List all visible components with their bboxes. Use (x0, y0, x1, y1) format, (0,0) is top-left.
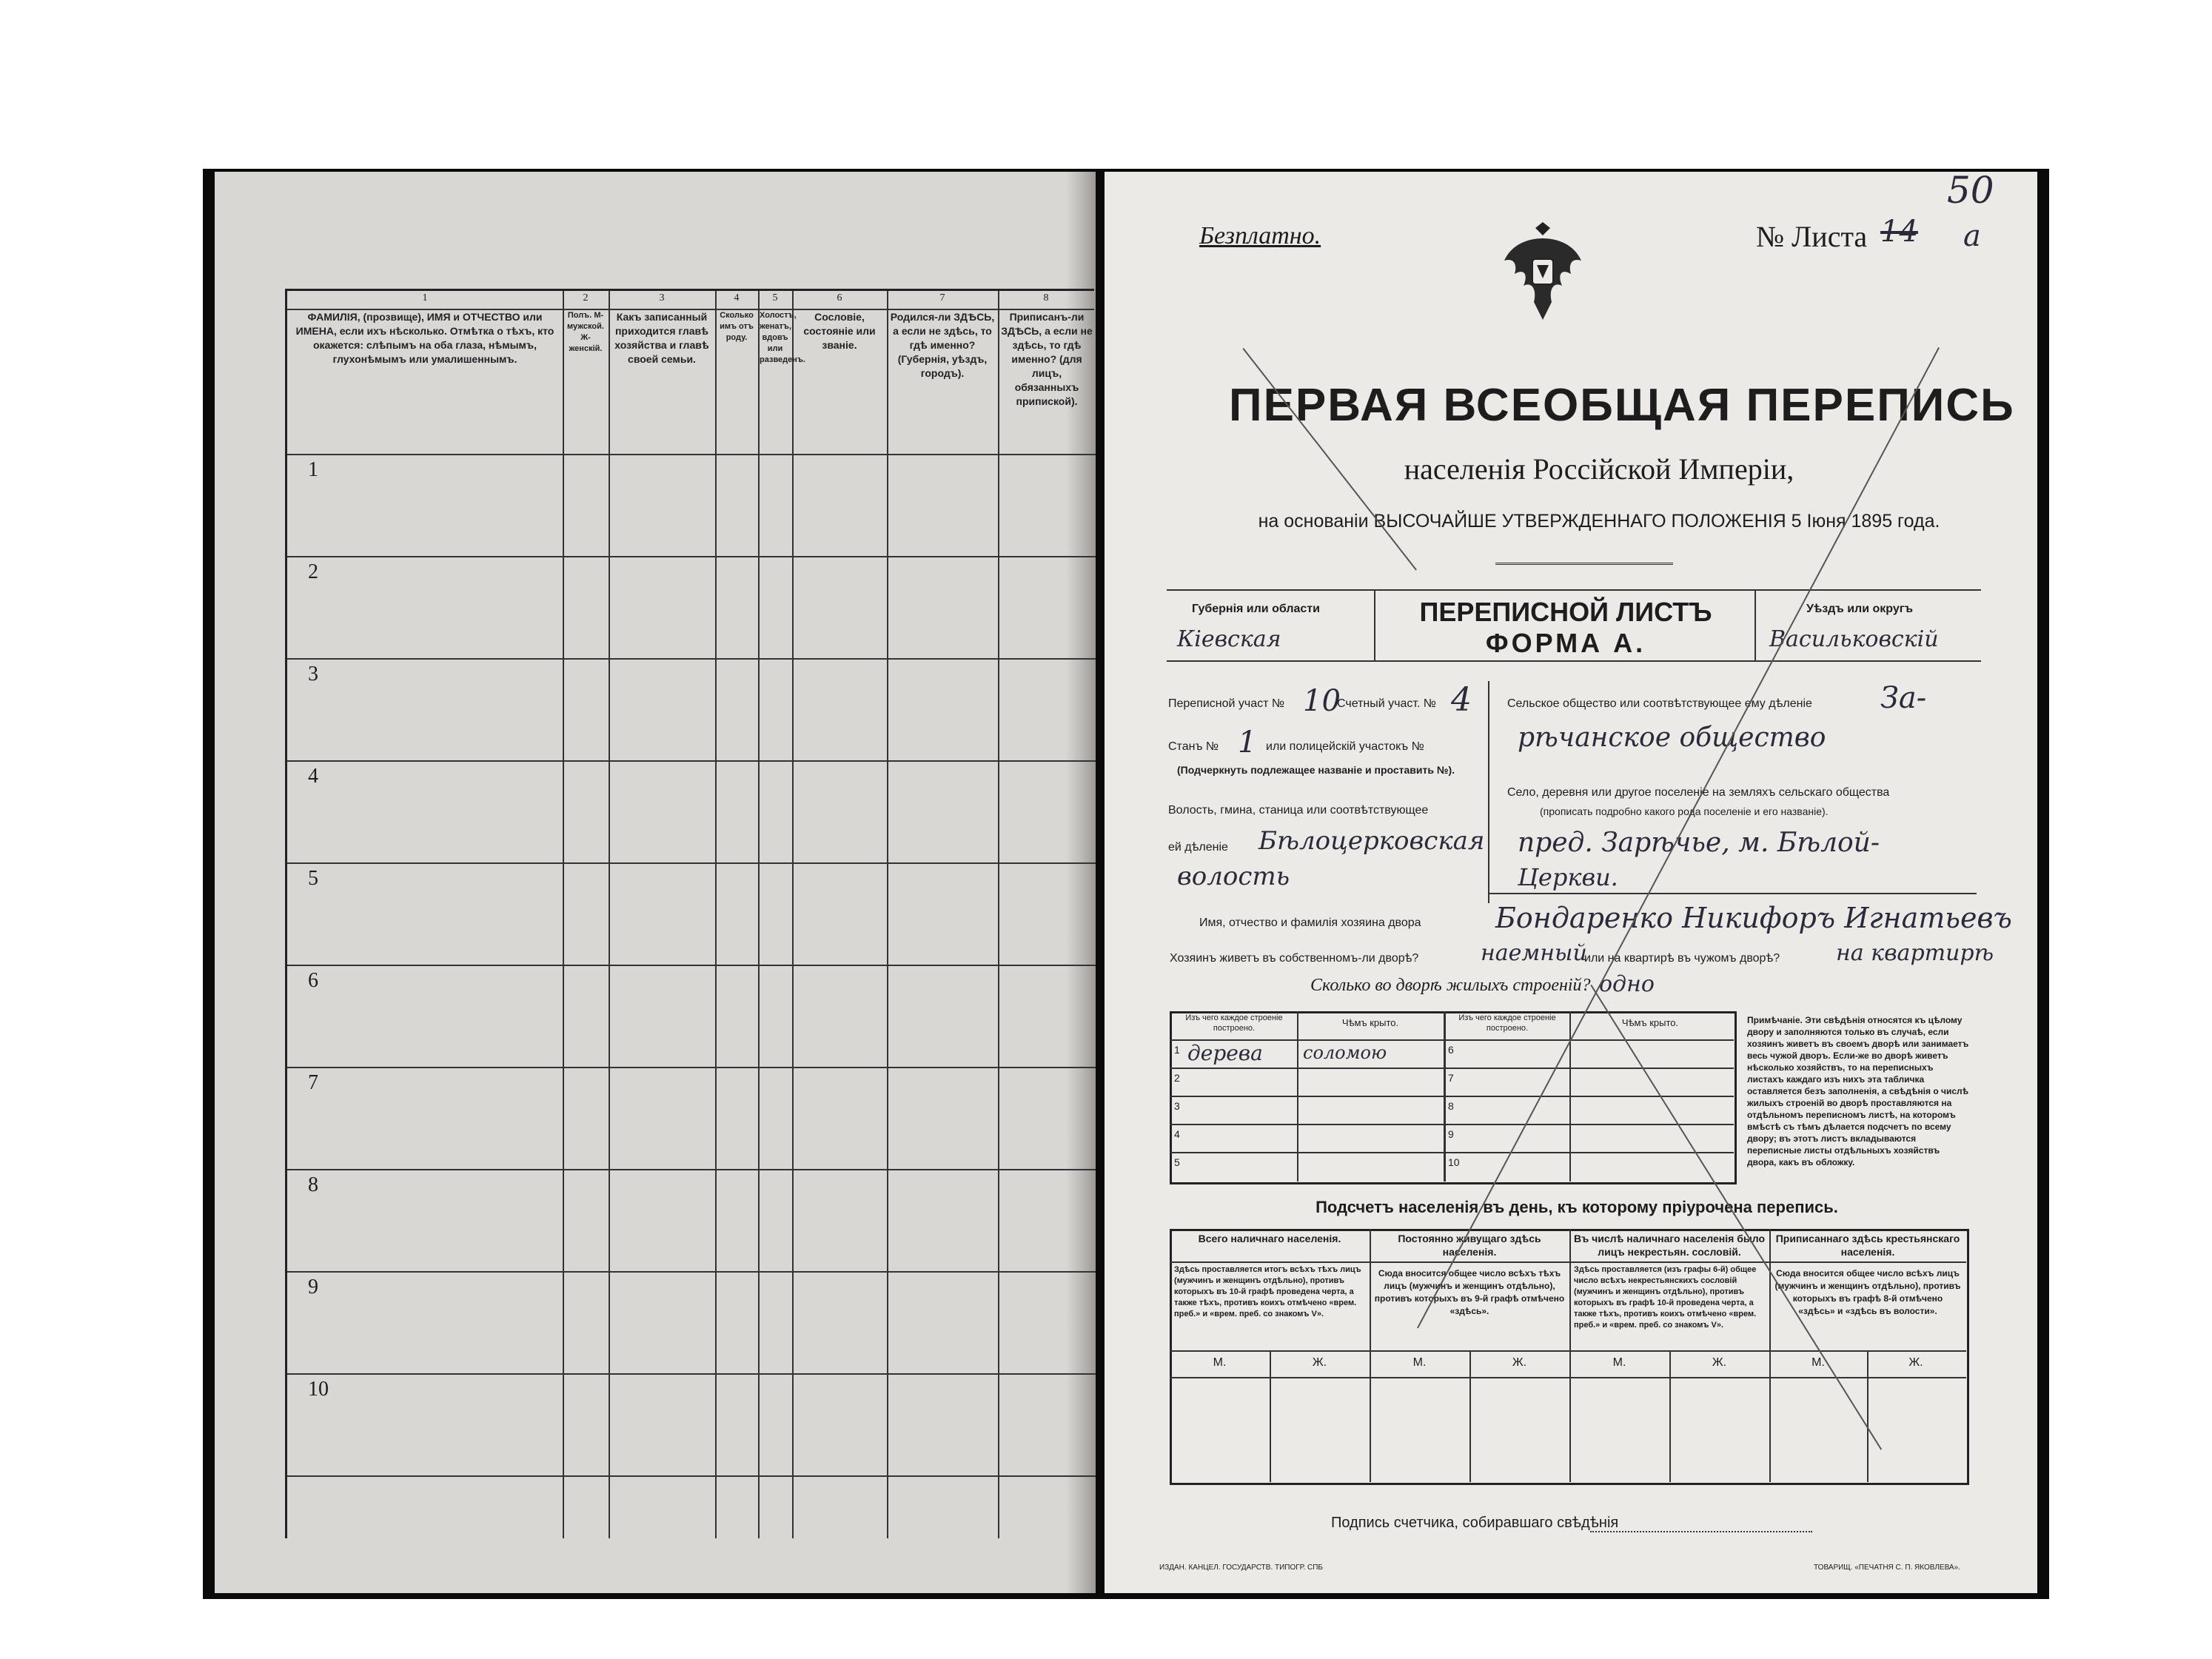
build-row1-material: дерева (1187, 1041, 1263, 1065)
count-head-present: Всего наличнаго населенія. (1198, 1233, 1341, 1244)
col-number-6: 6 (837, 292, 842, 304)
census-area-label: Переписной участ № (1168, 697, 1285, 710)
row-line (287, 454, 1096, 455)
female-label: Ж. (1712, 1356, 1727, 1369)
female-label: Ж. (1512, 1356, 1527, 1369)
count-desc-line (1170, 1350, 1966, 1352)
form-title: ПЕРЕПИСНОЙ ЛИСТЪ (1419, 597, 1712, 627)
household-members-table (285, 289, 1094, 1538)
row-line (287, 1271, 1096, 1273)
male-label: М. (1412, 1356, 1427, 1369)
volost-label-2: ей дѣленіе (1168, 841, 1228, 854)
count-area-value: 4 (1451, 681, 1472, 719)
count-desc-nonpeasant: Здѣсь проставляется (изъ графы 6-й) общее число всѣхъ некрестьянскихъ сословій (мужчинъ и женщинъ отдѣльно), противъ которыхъ въ графѣ 10-й проведена черта, а также тѣхъ, противъ коихъ отмѣчено «врем. преб.» и «врем. преб. со знакомъ V». (1574, 1265, 1757, 1330)
society-value-2: рѣчанское общество (1518, 723, 1826, 753)
build-row-number: 3 (1174, 1100, 1180, 1112)
row-number: 2 (308, 560, 318, 583)
owner-value: Бондаренко Никифоръ Игнатьевъ (1495, 902, 2012, 934)
col-header-marital: Холостъ, женатъ, вдовъ или разведенъ. (760, 311, 805, 364)
col-divider (887, 291, 888, 1538)
sheet-suffix: а (1963, 219, 1981, 253)
col-divider (563, 291, 564, 1538)
address-bottom-line (1488, 893, 1977, 894)
stan-value: 1 (1238, 725, 1257, 760)
row-number: 10 (308, 1378, 329, 1401)
row-line (287, 1373, 1096, 1375)
row-number: 4 (308, 765, 318, 788)
row-number: 5 (308, 867, 318, 890)
ornament-divider (1495, 563, 1673, 565)
count-desc-peasant: Сюда вносится общее число всѣхъ лицъ (мужчинъ и женщинъ отдѣльно), противъ которыхъ въ графѣ 8-й отмѣчено «здѣсь» и «здѣсь въ волости». (1774, 1268, 1961, 1316)
count-area-label: Счетный участ. № (1337, 697, 1436, 710)
row-number: 9 (308, 1276, 318, 1298)
owner-label: Имя, отчество и фамилія хозяина двора (1199, 916, 1421, 929)
row-line (287, 965, 1096, 966)
col-number-2: 2 (583, 292, 589, 304)
count-col-line (1769, 1229, 1771, 1482)
row-line (287, 556, 1096, 557)
province-value: Кіевская (1177, 626, 1281, 652)
col-header-age: Сколько имъ отъ роду. (720, 311, 754, 342)
census-title: ПЕРВАЯ ВСЕОБЩАЯ ПЕРЕПИСЬ (1229, 380, 2015, 431)
build-row-number: 7 (1448, 1072, 1454, 1084)
village-note: (прописать подробно какого рода поселеніе и его названіе). (1540, 805, 1829, 817)
row-line (287, 1169, 1096, 1170)
village-label: Село, деревня или другое поселеніе на земляхъ сельскаго общества (1507, 786, 1890, 799)
address-divider (1488, 681, 1489, 903)
col-number-7: 7 (939, 292, 945, 304)
corner-number: 50 (1947, 169, 1994, 212)
count-col-line (1370, 1229, 1371, 1482)
row-line (287, 658, 1096, 660)
build-row1-roof: соломою (1303, 1042, 1387, 1063)
band-top-line (1167, 589, 1981, 591)
buildings-value: одно (1599, 971, 1655, 997)
count-head-nonpeasant: Въ числѣ наличнаго населенія было лицъ некрестьян. сословій. (1573, 1233, 1766, 1258)
row-number: 6 (308, 969, 318, 992)
printer-right: ТОВАРИЩ. «ПЕЧАТНЯ С. П. ЯКОВЛЕВА». (1814, 1564, 1960, 1572)
build-row-number: 9 (1448, 1128, 1454, 1140)
row-number: 8 (308, 1173, 318, 1196)
society-value-1: За- (1880, 681, 1927, 715)
count-mf-line (1867, 1350, 1869, 1482)
census-subtitle: населенія Россійской Имперіи, (1404, 452, 1794, 486)
male-label: М. (1612, 1356, 1626, 1369)
count-desc-permanent: Сюда вносится общее число всѣхъ тѣхъ лицъ (мужчинъ и женщинъ отдѣльно), противъ которыхъ въ 9-й графѣ отмѣчено «здѣсь». (1374, 1268, 1565, 1316)
underline-note: (Подчеркнуть подлежащее названіе и проставить №). (1177, 764, 1455, 776)
row-number: 1 (308, 458, 318, 481)
count-col-line (1569, 1229, 1571, 1482)
col-number-1: 1 (422, 292, 428, 304)
printer-left: ИЗДАН. КАНЦЕЛ. ГОСУДАРСТВ. ТИПОГР. СПБ (1159, 1564, 1323, 1572)
build-row-number: 4 (1174, 1128, 1180, 1140)
signature-line (1590, 1531, 1812, 1532)
signature-label: Подпись счетчика, собиравшаго свѣдѣнія (1331, 1515, 1619, 1531)
female-label: Ж. (1312, 1356, 1327, 1369)
society-label: Сельское общество или соотвѣтствующее ему дѣленіе (1507, 697, 1812, 710)
build-row-number: 6 (1448, 1044, 1454, 1056)
row-number: 3 (308, 663, 318, 686)
band-divider (1374, 589, 1375, 660)
col-header-estate: Сословіе, состояніе или званіе. (803, 311, 876, 351)
col-header-sex: Полъ. М-мужской. Ж-женскій. (567, 311, 604, 353)
col-divider (609, 291, 610, 1538)
col-header-name: ФАМИЛІЯ, (прозвище), ИМЯ и ОТЧЕСТВО или ИМЕНА, если ихъ нѣсколько. Отмѣтка о тѣхъ, кто окажется: слѣпымъ на оба глаза, нѣмымъ, глухонѣмымъ или умалишеннымъ. (295, 311, 554, 365)
stan-label: Станъ № (1168, 740, 1219, 753)
count-mf-line (1469, 1350, 1471, 1482)
row-line (287, 1067, 1096, 1068)
volost-value-2: волость (1177, 862, 1290, 891)
buildings-row-line (1170, 1152, 1734, 1153)
police-label: или полицейскій участокъ № (1266, 740, 1424, 753)
form-subtitle: ФОРМА А. (1485, 628, 1646, 658)
count-head-line (1170, 1261, 1966, 1263)
col-header-relation: Какъ записанный приходится главѣ хозяйства и главѣ своей семьи. (614, 311, 709, 365)
count-head-permanent: Постоянно живущаго здѣсь населенія. (1398, 1233, 1541, 1258)
row-line (287, 760, 1096, 762)
build-head-material-right: Изъ чего каждое строеніе построено. (1458, 1013, 1556, 1033)
row-number: 7 (308, 1071, 318, 1094)
district-label: Уѣздъ или округъ (1806, 603, 1914, 615)
lives-label: Хозяинъ живетъ въ собственномъ-ли дворѣ? (1170, 952, 1419, 965)
col-number-5: 5 (772, 292, 778, 304)
double-headed-eagle-icon (1498, 222, 1587, 326)
village-value-2: Церкви. (1518, 863, 1618, 891)
build-row-number: 5 (1174, 1156, 1180, 1168)
col-divider (758, 291, 760, 1538)
count-mf-head-line (1170, 1377, 1966, 1378)
province-label: Губернія или области (1192, 603, 1320, 615)
male-label: М. (1213, 1356, 1227, 1369)
col-header-birthplace: Родился-ли ЗДѢСЬ, а если не здѣсь, то гдѣ именно? (Губернія, уѣздъ, городъ). (890, 311, 995, 379)
col-number-8: 8 (1043, 292, 1049, 304)
buildings-label: Сколько во дворѣ жилыхъ строеній? (1310, 976, 1591, 995)
male-label: М. (1812, 1356, 1825, 1369)
volost-value-1: Бѣлоцерковская (1259, 826, 1485, 856)
col-number-4: 4 (734, 292, 740, 304)
buildings-row-line (1170, 1068, 1734, 1069)
build-row-number: 1 (1174, 1044, 1180, 1056)
buildings-note: Примѣчаніе. Эти свѣдѣнія относятся къ цѣлому двору и заполняются только въ случаѣ, если хозяинъ живетъ въ своемъ дворѣ или занимаетъ весь чужой дворъ. Если-же во дворѣ живетъ нѣсколько хозяйствъ, то на переписныхъ листахъ каждаго изъ нихъ эта табличка оставляется безъ заполненія, а свѣдѣнія о числѣ жилыхъ строеній во дворѣ проставляются на отдѣльномъ переписномъ листѣ, на которомъ вмѣстѣ съ тѣмъ дѣлается подсчетъ по всему двору; въ этотъ листъ вкладываются переписные листы отдѣльныхъ хозяйствъ двора, какъ въ обложку. (1747, 1015, 1969, 1167)
col-divider (998, 291, 999, 1538)
census-basis: на основаніи ВЫСОЧАЙШЕ УТВЕРЖДЕННАГО ПОЛОЖЕНІЯ 5 Іюня 1895 года. (1258, 511, 1940, 532)
row-line (287, 862, 1096, 864)
buildings-row-line (1170, 1124, 1734, 1125)
build-head-material-left: Изъ чего каждое строеніе построено. (1185, 1013, 1283, 1033)
buildings-row-line (1170, 1096, 1734, 1097)
count-head-peasant: Приписаннаго здѣсь крестьянскаго населенія. (1775, 1233, 1960, 1258)
build-row-number: 10 (1448, 1156, 1460, 1168)
sheet-number-label: № Листа (1756, 220, 1868, 253)
sheet-number-value: 14 (1880, 215, 1918, 249)
census-area-value: 10 (1303, 684, 1341, 718)
col-divider (715, 291, 717, 1538)
female-label: Ж. (1908, 1356, 1923, 1369)
build-row-number: 8 (1448, 1100, 1454, 1112)
band-divider (1754, 589, 1756, 660)
count-mf-line (1669, 1350, 1671, 1482)
free-label: Безплатно. (1199, 222, 1321, 249)
build-head-roof-left: Чѣмъ крыто. (1341, 1017, 1399, 1028)
lives-label-2: или на квартирѣ въ чужомъ дворѣ? (1584, 952, 1780, 965)
col-number-3: 3 (659, 292, 665, 304)
build-row-number: 2 (1174, 1072, 1180, 1084)
band-bottom-line (1167, 660, 1981, 662)
count-desc-present: Здѣсь проставляется итогъ всѣхъ тѣхъ лицъ (мужчинъ и женщинъ отдѣльно), противъ которыхъ въ 10-й графѣ проведена черта, а также тѣхъ, противъ коихъ отмѣчено «врем. преб.» и «врем. преб. со знакомъ V». (1174, 1265, 1361, 1318)
volost-label-1: Волость, гмина, станица или соотвѣтствующее (1168, 804, 1429, 817)
lives-value-1: наемный (1481, 940, 1587, 966)
count-mf-line (1270, 1350, 1271, 1482)
lives-value-2: на квартирѣ (1836, 940, 1994, 966)
count-title: Подсчетъ населенія въ день, къ которому пріурочена перепись. (1316, 1198, 1838, 1216)
district-value: Васильковскій (1769, 626, 1939, 652)
row-line (287, 1475, 1096, 1477)
col-header-registered: Приписанъ-ли ЗДѢСЬ, а если не здѣсь, то гдѣ именно? (для лицъ, обязанныхъ припиской). (1001, 311, 1093, 407)
village-value-1: пред. Зарѣчье, м. Бѣлой- (1518, 828, 1880, 858)
build-head-roof-right: Чѣмъ крыто. (1621, 1017, 1679, 1028)
col-divider (792, 291, 794, 1538)
